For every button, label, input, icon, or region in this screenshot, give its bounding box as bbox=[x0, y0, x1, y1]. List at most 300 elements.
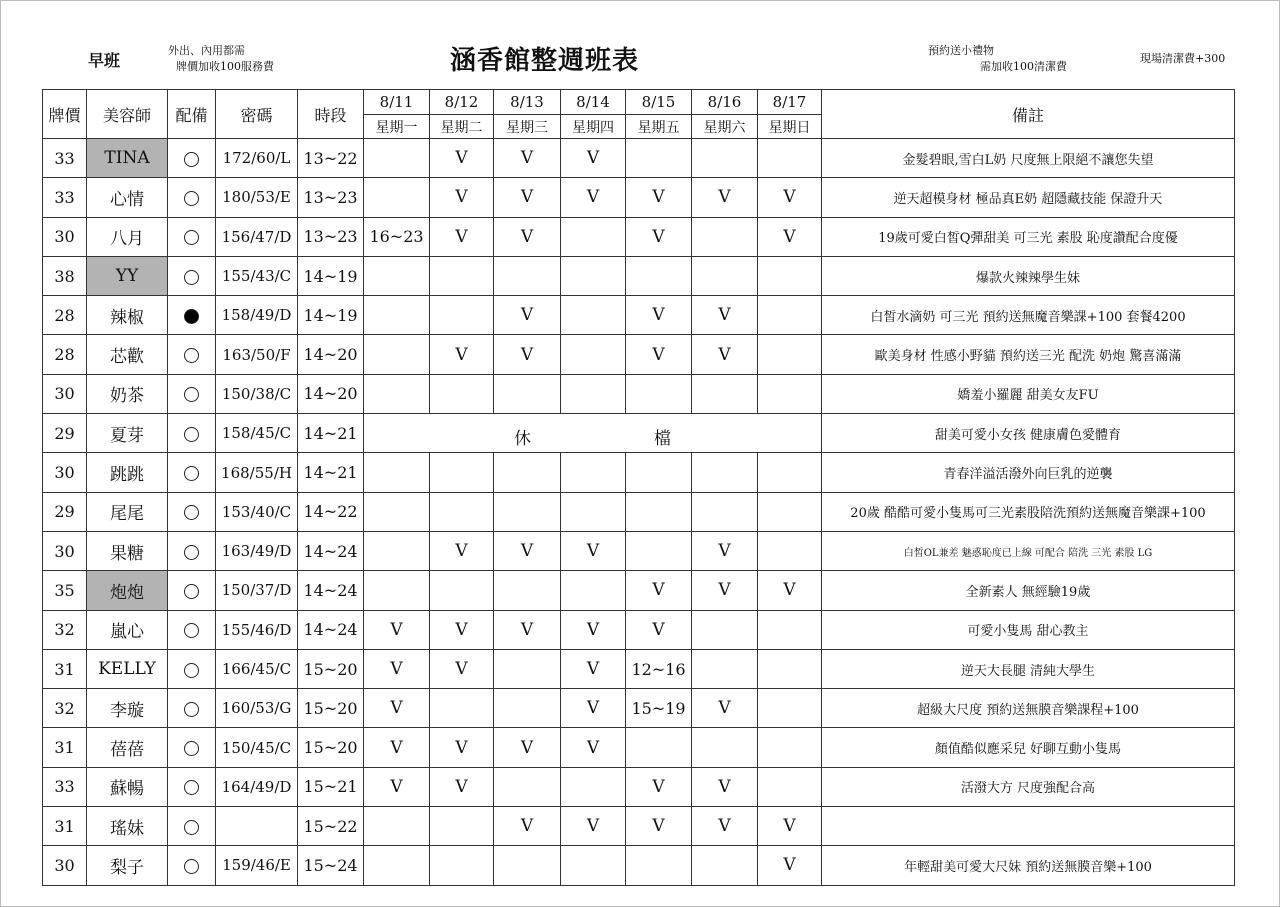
day-cell: V bbox=[692, 807, 758, 846]
day-cell bbox=[364, 492, 430, 531]
equip-cell bbox=[168, 571, 216, 610]
day-cell: V bbox=[430, 178, 494, 217]
circle-icon bbox=[184, 780, 199, 795]
shift-label: 早班 bbox=[88, 51, 121, 70]
circle-icon bbox=[184, 270, 199, 285]
date-header: 8/17 bbox=[758, 90, 822, 115]
weekday-header: 星期六 bbox=[692, 115, 758, 139]
price-cell: 33 bbox=[43, 139, 87, 178]
day-cell: 12~16 bbox=[626, 649, 692, 688]
day-cell: V bbox=[430, 649, 494, 688]
day-cell bbox=[494, 689, 561, 728]
weekday-header: 星期五 bbox=[626, 115, 692, 139]
day-cell bbox=[626, 728, 692, 767]
schedule-rows bbox=[43, 139, 1235, 886]
day-cell: V bbox=[430, 728, 494, 767]
day-cell bbox=[364, 256, 430, 295]
day-cell bbox=[626, 139, 692, 178]
circle-icon bbox=[184, 859, 199, 874]
equip-cell bbox=[168, 531, 216, 570]
table-row bbox=[43, 335, 1235, 374]
equip-cell bbox=[168, 728, 216, 767]
service-fee-note-line1: 外出、內用都需 bbox=[168, 44, 245, 57]
day-cell: V bbox=[758, 217, 822, 256]
date-header: 8/11 bbox=[364, 90, 430, 115]
note-cell: 逆天大長腿 清純大學生 bbox=[822, 649, 1235, 688]
col-equip-header: 配備 bbox=[168, 90, 216, 139]
time-slot-cell: 14~20 bbox=[298, 374, 364, 413]
day-cell: V bbox=[430, 139, 494, 178]
day-cell: V bbox=[692, 296, 758, 335]
day-cell bbox=[430, 256, 494, 295]
note-cell: 超級大尺度 預約送無膜音樂課程+100 bbox=[822, 689, 1235, 728]
day-cell bbox=[561, 571, 626, 610]
day-cell bbox=[494, 374, 561, 413]
day-cell: V bbox=[626, 807, 692, 846]
note-cell: 顏值酷似應采兒 好聊互動小隻馬 bbox=[822, 728, 1235, 767]
gift-note-line1: 預約送小禮物 bbox=[928, 44, 994, 57]
weekday-header: 星期三 bbox=[494, 115, 561, 139]
table-row bbox=[43, 217, 1235, 256]
staff-name-cell: 奶茶 bbox=[87, 374, 168, 413]
weekday-header: 星期日 bbox=[758, 115, 822, 139]
note-cell: 全新素人 無經驗19歲 bbox=[822, 571, 1235, 610]
col-staff-header: 美容師 bbox=[87, 90, 168, 139]
day-cell bbox=[561, 374, 626, 413]
day-cell bbox=[758, 649, 822, 688]
time-slot-cell: 14~22 bbox=[298, 492, 364, 531]
day-cell: 16~23 bbox=[364, 217, 430, 256]
day-cell: V bbox=[692, 531, 758, 570]
equip-cell bbox=[168, 846, 216, 885]
date-header: 8/15 bbox=[626, 90, 692, 115]
password-cell: 163/49/D bbox=[216, 531, 298, 570]
day-cell bbox=[692, 139, 758, 178]
day-cell: V bbox=[561, 649, 626, 688]
day-cell bbox=[430, 807, 494, 846]
password-cell: 168/55/H bbox=[216, 453, 298, 492]
table-row bbox=[43, 453, 1235, 492]
time-slot-cell: 13~23 bbox=[298, 178, 364, 217]
day-cell: V bbox=[494, 139, 561, 178]
staff-name-cell: 夏芽 bbox=[87, 414, 168, 453]
day-cell bbox=[758, 296, 822, 335]
day-cell bbox=[364, 335, 430, 374]
day-cell: V bbox=[430, 217, 494, 256]
day-cell bbox=[758, 689, 822, 728]
table-row bbox=[43, 571, 1235, 610]
col-notes-header: 備註 bbox=[822, 90, 1235, 139]
day-cell bbox=[364, 846, 430, 885]
password-cell: 166/45/C bbox=[216, 649, 298, 688]
day-cell bbox=[626, 374, 692, 413]
staff-name-cell: TINA bbox=[87, 139, 168, 178]
time-slot-cell: 15~20 bbox=[298, 728, 364, 767]
note-cell: 甜美可愛小女孩 健康膚色愛體育 bbox=[822, 414, 1235, 453]
day-cell: V bbox=[626, 335, 692, 374]
day-cell: V bbox=[692, 571, 758, 610]
note-cell bbox=[822, 807, 1235, 846]
day-cell bbox=[494, 571, 561, 610]
price-cell: 30 bbox=[43, 846, 87, 885]
password-cell: 159/46/E bbox=[216, 846, 298, 885]
price-cell: 30 bbox=[43, 453, 87, 492]
password-cell bbox=[216, 807, 298, 846]
day-cell bbox=[364, 374, 430, 413]
day-cell bbox=[758, 256, 822, 295]
day-cell bbox=[430, 689, 494, 728]
day-cell: 15~19 bbox=[626, 689, 692, 728]
time-slot-cell: 15~22 bbox=[298, 807, 364, 846]
equip-cell bbox=[168, 414, 216, 453]
day-cell: V bbox=[561, 689, 626, 728]
circle-icon bbox=[184, 427, 199, 442]
day-cell bbox=[561, 492, 626, 531]
day-cell: V bbox=[626, 217, 692, 256]
circle-icon bbox=[184, 348, 199, 363]
price-cell: 33 bbox=[43, 178, 87, 217]
day-cell: V bbox=[494, 296, 561, 335]
note-cell: 金髮碧眼,雪白L奶 尺度無上限絕不讓您失望 bbox=[822, 139, 1235, 178]
password-cell: 150/38/C bbox=[216, 374, 298, 413]
table-row bbox=[43, 374, 1235, 413]
equip-cell bbox=[168, 453, 216, 492]
password-cell: 155/43/C bbox=[216, 256, 298, 295]
day-cell: V bbox=[364, 689, 430, 728]
equip-cell bbox=[168, 139, 216, 178]
staff-name-cell: 尾尾 bbox=[87, 492, 168, 531]
schedule-table bbox=[42, 89, 1235, 886]
table-row bbox=[43, 139, 1235, 178]
day-cell: V bbox=[364, 728, 430, 767]
time-slot-cell: 13~22 bbox=[298, 139, 364, 178]
password-cell: 160/53/G bbox=[216, 689, 298, 728]
col-time-header: 時段 bbox=[298, 90, 364, 139]
time-slot-cell: 14~24 bbox=[298, 610, 364, 649]
day-cell: V bbox=[758, 807, 822, 846]
day-cell bbox=[692, 217, 758, 256]
note-cell: 白皙水滴奶 可三光 預約送無魔音樂課+100 套餐4200 bbox=[822, 296, 1235, 335]
equip-cell bbox=[168, 217, 216, 256]
day-cell bbox=[494, 492, 561, 531]
equip-cell bbox=[168, 335, 216, 374]
password-cell: 156/47/D bbox=[216, 217, 298, 256]
day-cell: V bbox=[494, 728, 561, 767]
day-cell bbox=[430, 571, 494, 610]
equip-cell bbox=[168, 374, 216, 413]
time-slot-cell: 13~23 bbox=[298, 217, 364, 256]
circle-icon bbox=[184, 230, 199, 245]
time-slot-cell: 14~24 bbox=[298, 571, 364, 610]
password-cell: 150/45/C bbox=[216, 728, 298, 767]
table-row bbox=[43, 728, 1235, 767]
day-cell bbox=[561, 767, 626, 806]
day-cell bbox=[692, 610, 758, 649]
time-slot-cell: 15~20 bbox=[298, 689, 364, 728]
password-cell: 172/60/L bbox=[216, 139, 298, 178]
day-cell: V bbox=[692, 689, 758, 728]
staff-name-cell: 炮炮 bbox=[87, 571, 168, 610]
day-cell: V bbox=[561, 807, 626, 846]
day-cell: V bbox=[561, 139, 626, 178]
day-cell bbox=[364, 453, 430, 492]
day-cell bbox=[626, 256, 692, 295]
equip-cell bbox=[168, 492, 216, 531]
price-cell: 32 bbox=[43, 610, 87, 649]
staff-name-cell: 瑤妹 bbox=[87, 807, 168, 846]
day-cell bbox=[758, 374, 822, 413]
password-cell: 153/40/C bbox=[216, 492, 298, 531]
staff-name-cell: KELLY bbox=[87, 649, 168, 688]
circle-icon bbox=[184, 820, 199, 835]
day-cell bbox=[494, 256, 561, 295]
day-cell bbox=[758, 453, 822, 492]
date-header: 8/14 bbox=[561, 90, 626, 115]
day-cell bbox=[561, 453, 626, 492]
col-price-header: 牌價 bbox=[43, 90, 87, 139]
password-cell: 150/37/D bbox=[216, 571, 298, 610]
day-cell: V bbox=[494, 531, 561, 570]
note-cell: 20歲 酷酷可愛小隻馬可三光素股陪洗預約送無魔音樂課+100 bbox=[822, 492, 1235, 531]
day-cell bbox=[561, 256, 626, 295]
staff-name-cell: 芯歡 bbox=[87, 335, 168, 374]
staff-name-cell: 心情 bbox=[87, 178, 168, 217]
day-cell: V bbox=[494, 178, 561, 217]
weekday-header: 星期一 bbox=[364, 115, 430, 139]
day-cell bbox=[430, 492, 494, 531]
note-cell: 青春洋溢活潑外向巨乳的逆襲 bbox=[822, 453, 1235, 492]
day-cell: V bbox=[626, 296, 692, 335]
header-row-dates bbox=[43, 90, 1235, 115]
equip-cell bbox=[168, 649, 216, 688]
equip-cell bbox=[168, 296, 216, 335]
day-cell bbox=[758, 728, 822, 767]
day-cell: V bbox=[758, 846, 822, 885]
time-slot-cell: 14~19 bbox=[298, 256, 364, 295]
day-cell: V bbox=[692, 178, 758, 217]
day-cell: V bbox=[626, 767, 692, 806]
day-cell bbox=[626, 492, 692, 531]
day-cell bbox=[626, 453, 692, 492]
time-slot-cell: 14~21 bbox=[298, 453, 364, 492]
day-cell bbox=[430, 846, 494, 885]
col-password-header: 密碼 bbox=[216, 90, 298, 139]
note-cell: 爆款火辣辣學生妹 bbox=[822, 256, 1235, 295]
circle-icon bbox=[184, 152, 199, 167]
password-cell: 180/53/E bbox=[216, 178, 298, 217]
cleaning-fee-note: 現場清潔費+300 bbox=[1140, 52, 1226, 65]
day-cell bbox=[758, 335, 822, 374]
staff-name-cell: 蘇暢 bbox=[87, 767, 168, 806]
table-row bbox=[43, 296, 1235, 335]
day-cell: V bbox=[364, 649, 430, 688]
day-cell: V bbox=[364, 610, 430, 649]
table-row bbox=[43, 531, 1235, 570]
day-off-cell bbox=[364, 414, 822, 453]
table-row bbox=[43, 256, 1235, 295]
table-row bbox=[43, 492, 1235, 531]
table-row bbox=[43, 649, 1235, 688]
gift-note-line2: 需加收100清潔費 bbox=[980, 60, 1067, 73]
equip-cell bbox=[168, 807, 216, 846]
circle-icon bbox=[184, 387, 199, 402]
day-cell bbox=[364, 178, 430, 217]
day-cell bbox=[758, 767, 822, 806]
table-row bbox=[43, 178, 1235, 217]
day-cell: V bbox=[494, 610, 561, 649]
weekday-header: 星期四 bbox=[561, 115, 626, 139]
day-cell bbox=[692, 453, 758, 492]
circle-icon bbox=[184, 584, 199, 599]
day-cell: V bbox=[692, 767, 758, 806]
day-cell bbox=[494, 649, 561, 688]
price-cell: 28 bbox=[43, 296, 87, 335]
day-cell: V bbox=[430, 610, 494, 649]
day-cell bbox=[626, 531, 692, 570]
staff-name-cell: YY bbox=[87, 256, 168, 295]
staff-name-cell: 八月 bbox=[87, 217, 168, 256]
price-cell: 31 bbox=[43, 649, 87, 688]
staff-name-cell: 李璇 bbox=[87, 689, 168, 728]
price-cell: 35 bbox=[43, 571, 87, 610]
day-cell: V bbox=[494, 217, 561, 256]
password-cell: 164/49/D bbox=[216, 767, 298, 806]
day-cell: V bbox=[758, 571, 822, 610]
equip-cell bbox=[168, 610, 216, 649]
circle-icon bbox=[184, 545, 199, 560]
date-header: 8/13 bbox=[494, 90, 561, 115]
price-cell: 31 bbox=[43, 807, 87, 846]
table-row bbox=[43, 846, 1235, 885]
day-cell bbox=[758, 610, 822, 649]
time-slot-cell: 15~24 bbox=[298, 846, 364, 885]
weekday-header: 星期二 bbox=[430, 115, 494, 139]
day-cell: V bbox=[692, 335, 758, 374]
time-slot-cell: 14~24 bbox=[298, 531, 364, 570]
day-cell bbox=[494, 767, 561, 806]
circle-icon bbox=[184, 623, 199, 638]
note-cell: 逆天超模身材 極品真E奶 超隱藏技能 保證升天 bbox=[822, 178, 1235, 217]
day-cell: V bbox=[626, 571, 692, 610]
day-cell: V bbox=[430, 335, 494, 374]
note-cell: 可愛小隻馬 甜心教主 bbox=[822, 610, 1235, 649]
day-cell bbox=[494, 846, 561, 885]
note-cell: 嬌羞小羅麗 甜美女友FU bbox=[822, 374, 1235, 413]
circle-icon bbox=[184, 466, 199, 481]
day-cell bbox=[430, 296, 494, 335]
day-cell: V bbox=[561, 610, 626, 649]
time-slot-cell: 15~21 bbox=[298, 767, 364, 806]
date-header: 8/16 bbox=[692, 90, 758, 115]
circle-icon bbox=[184, 505, 199, 520]
day-cell: V bbox=[561, 178, 626, 217]
staff-name-cell: 果糖 bbox=[87, 531, 168, 570]
day-cell bbox=[561, 296, 626, 335]
day-cell: V bbox=[494, 807, 561, 846]
day-cell: V bbox=[626, 178, 692, 217]
table-row bbox=[43, 414, 1235, 453]
day-cell: V bbox=[758, 178, 822, 217]
password-cell: 163/50/F bbox=[216, 335, 298, 374]
price-cell: 30 bbox=[43, 217, 87, 256]
day-cell bbox=[758, 492, 822, 531]
price-cell: 28 bbox=[43, 335, 87, 374]
password-cell: 158/45/C bbox=[216, 414, 298, 453]
circle-icon bbox=[184, 191, 199, 206]
day-cell bbox=[692, 374, 758, 413]
day-cell bbox=[364, 531, 430, 570]
day-cell bbox=[692, 256, 758, 295]
price-cell: 31 bbox=[43, 728, 87, 767]
circle-icon bbox=[184, 741, 199, 756]
table-row bbox=[43, 767, 1235, 806]
day-cell bbox=[364, 296, 430, 335]
price-cell: 29 bbox=[43, 492, 87, 531]
staff-name-cell: 梨子 bbox=[87, 846, 168, 885]
staff-name-cell: 嵐心 bbox=[87, 610, 168, 649]
day-cell: V bbox=[626, 610, 692, 649]
day-cell: V bbox=[430, 767, 494, 806]
staff-name-cell: 蓓蓓 bbox=[87, 728, 168, 767]
circle-icon bbox=[184, 702, 199, 717]
note-cell: 白皙OL兼差 魅惑恥度已上線 可配合 陪洗 三光 素股 LG bbox=[822, 531, 1235, 570]
note-cell: 年輕甜美可愛大尺妹 預約送無膜音樂+100 bbox=[822, 846, 1235, 885]
day-cell: V bbox=[364, 767, 430, 806]
price-cell: 38 bbox=[43, 256, 87, 295]
time-slot-cell: 14~21 bbox=[298, 414, 364, 453]
price-cell: 33 bbox=[43, 767, 87, 806]
date-header: 8/12 bbox=[430, 90, 494, 115]
time-slot-cell: 15~20 bbox=[298, 649, 364, 688]
day-cell bbox=[758, 139, 822, 178]
day-cell bbox=[364, 571, 430, 610]
equip-cell bbox=[168, 767, 216, 806]
day-cell: V bbox=[494, 335, 561, 374]
equip-cell bbox=[168, 178, 216, 217]
day-cell bbox=[626, 846, 692, 885]
note-cell: 歐美身材 性感小野貓 預約送三光 配洗 奶炮 驚喜滿滿 bbox=[822, 335, 1235, 374]
day-cell bbox=[494, 453, 561, 492]
price-cell: 30 bbox=[43, 531, 87, 570]
time-slot-cell: 14~20 bbox=[298, 335, 364, 374]
day-cell bbox=[561, 846, 626, 885]
day-cell bbox=[692, 846, 758, 885]
day-cell bbox=[692, 492, 758, 531]
day-cell bbox=[561, 335, 626, 374]
price-cell: 29 bbox=[43, 414, 87, 453]
day-off-label: 檔 bbox=[654, 429, 671, 450]
equip-cell bbox=[168, 256, 216, 295]
day-cell bbox=[430, 453, 494, 492]
price-cell: 30 bbox=[43, 374, 87, 413]
page-title: 涵香館整週班表 bbox=[450, 46, 640, 76]
day-cell bbox=[692, 728, 758, 767]
table-row bbox=[43, 807, 1235, 846]
table-row bbox=[43, 689, 1235, 728]
price-cell: 32 bbox=[43, 689, 87, 728]
day-cell bbox=[561, 217, 626, 256]
password-cell: 155/46/D bbox=[216, 610, 298, 649]
password-cell: 158/49/D bbox=[216, 296, 298, 335]
note-cell: 19歲可愛白皙Q彈甜美 可三光 素股 恥度讚配合度優 bbox=[822, 217, 1235, 256]
equip-cell bbox=[168, 689, 216, 728]
staff-name-cell: 跳跳 bbox=[87, 453, 168, 492]
note-cell: 活潑大方 尺度強配合高 bbox=[822, 767, 1235, 806]
table-row bbox=[43, 610, 1235, 649]
filled-circle-icon bbox=[184, 309, 199, 324]
service-fee-note-line2: 牌價加收100服務費 bbox=[176, 60, 274, 73]
day-cell: V bbox=[430, 531, 494, 570]
